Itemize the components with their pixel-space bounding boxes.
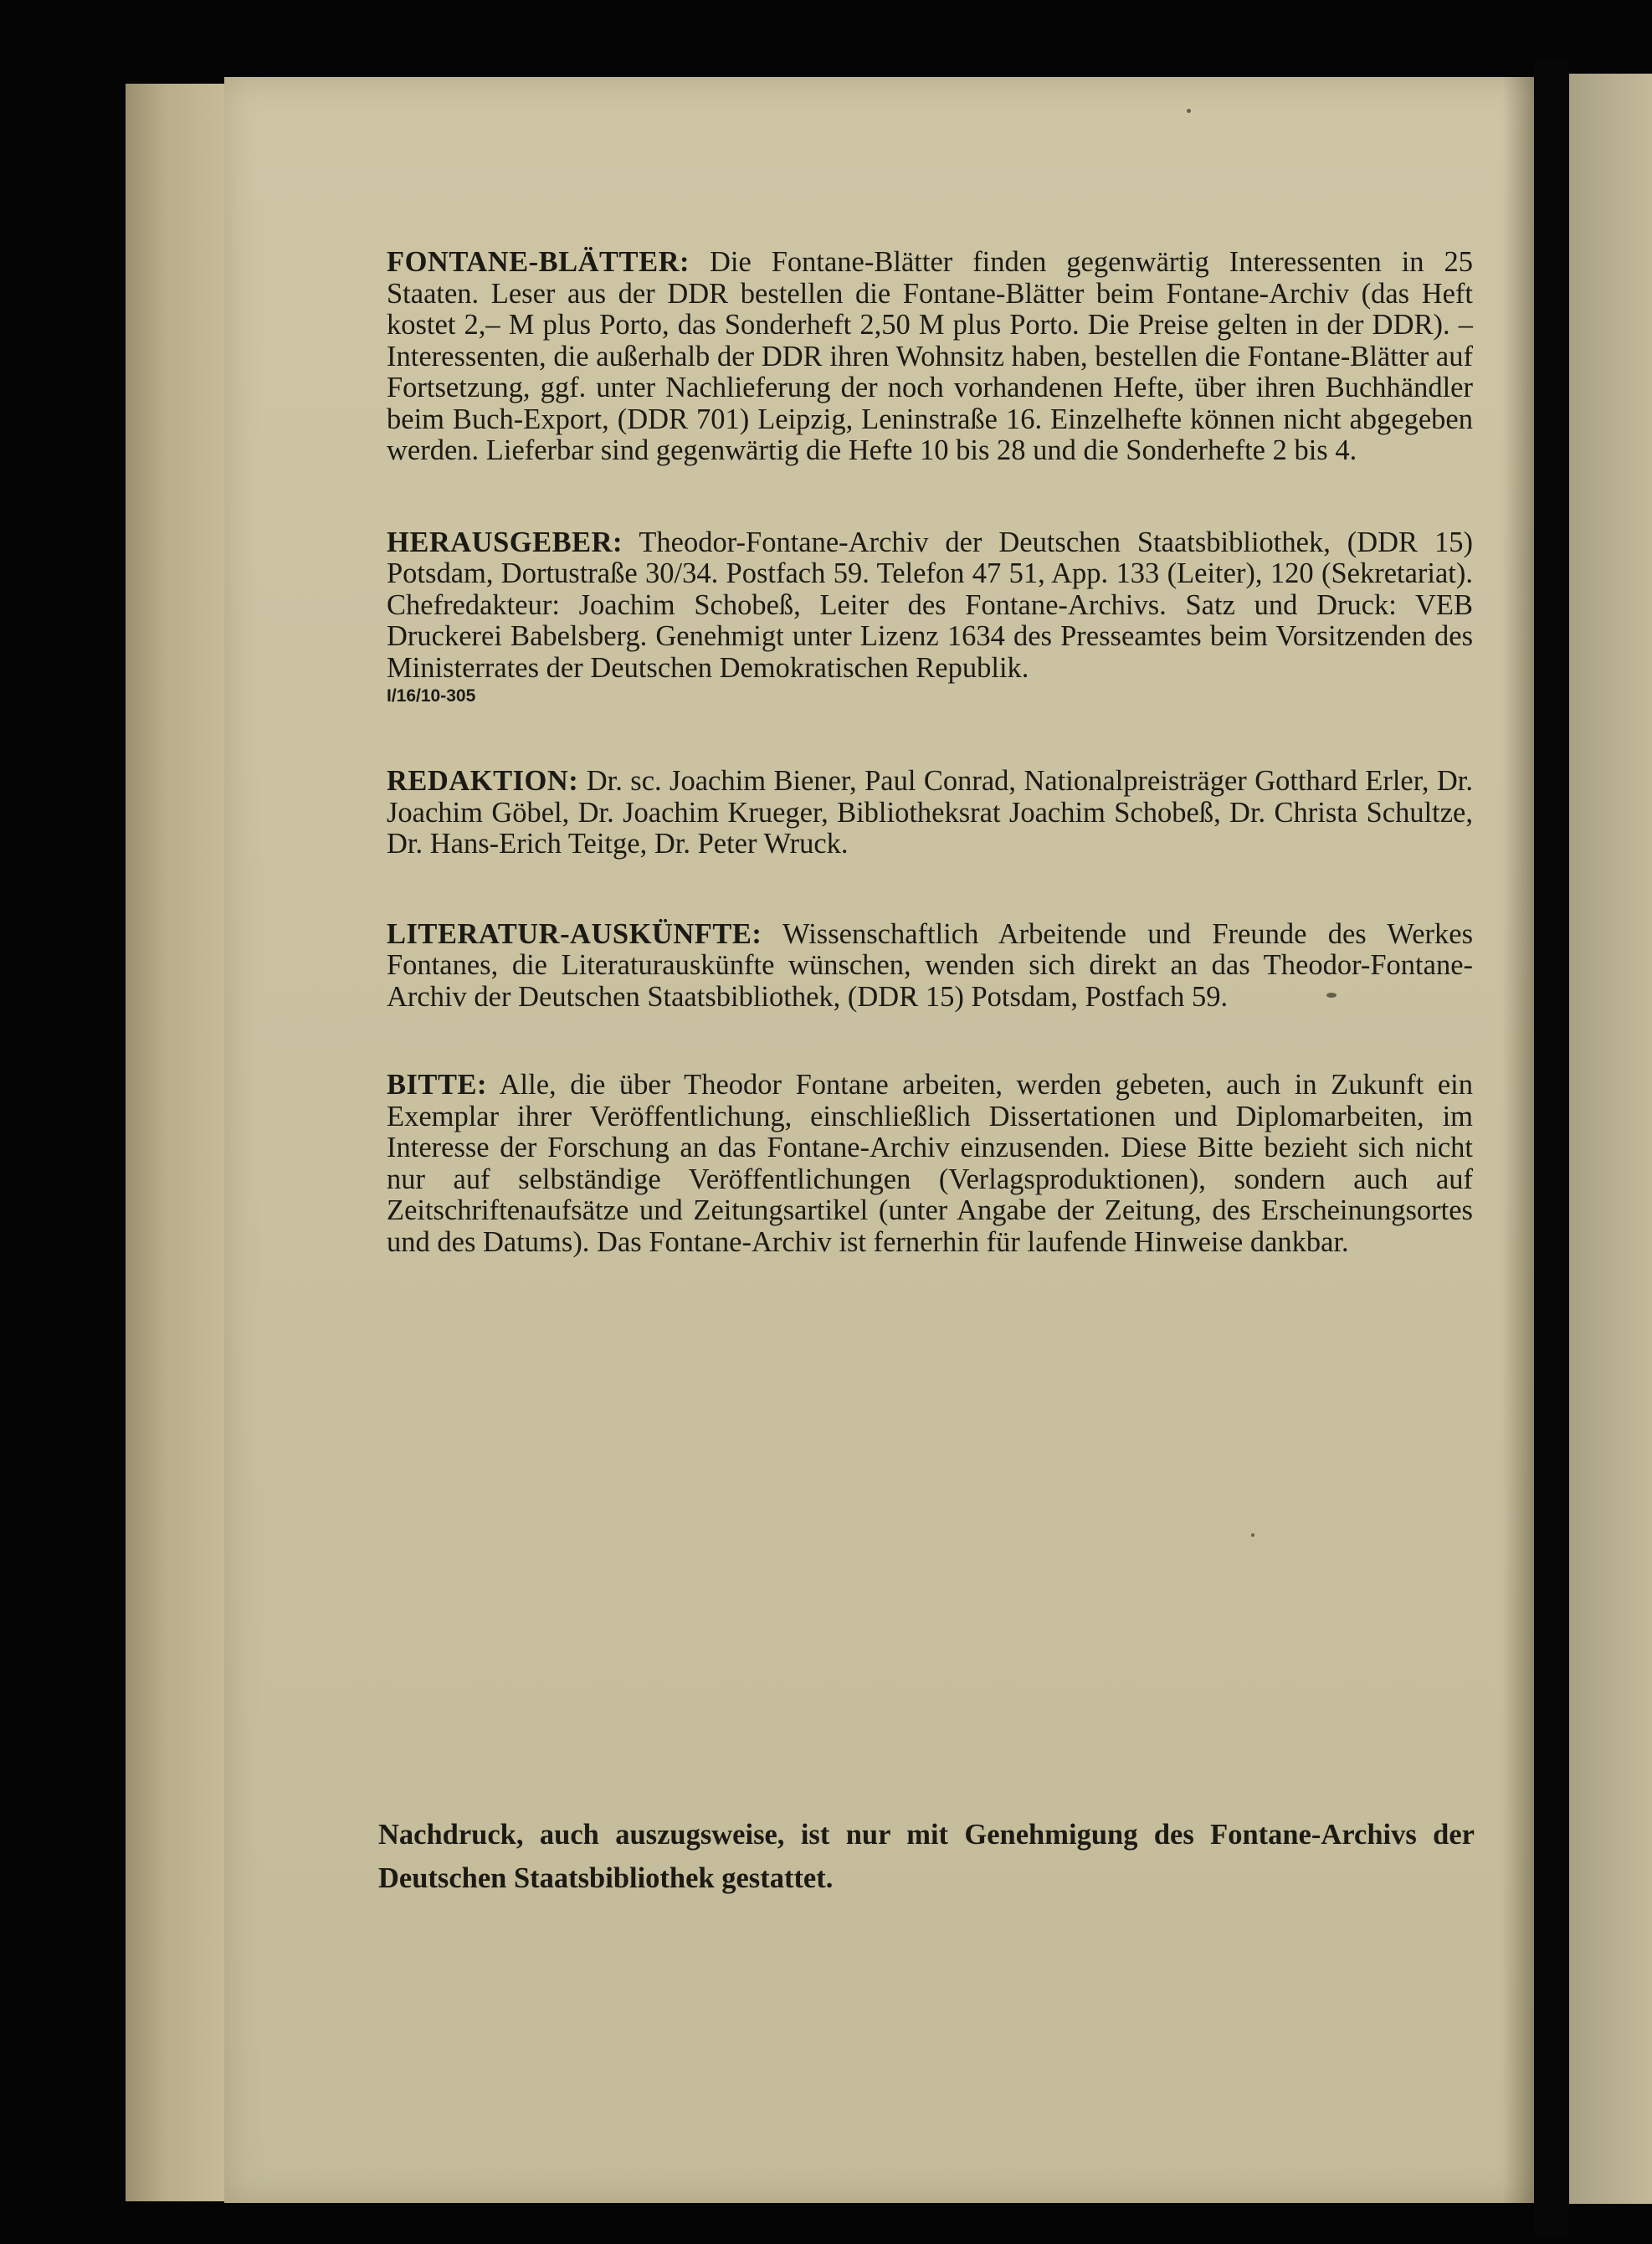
dust-speck: [1187, 109, 1191, 113]
facing-page-edge: [1569, 74, 1652, 2204]
reprint-notice: Nachdruck, auch auszugsweise, ist nur mit Genehmigung des Fontane-Archivs der Deutschen Staatsbibliothek gestattet.: [378, 1819, 1475, 1894]
dust-speck: [1251, 1533, 1254, 1537]
section-fontane-blaetter: [387, 247, 1473, 467]
license-code: I/16/10-305: [387, 686, 476, 706]
section-heading: FONTANE-BLÄTTER:: [387, 246, 690, 278]
section-heading: BITTE:: [387, 1069, 487, 1101]
spine-shadow: [1502, 77, 1536, 2203]
section-herausgeber: [387, 527, 1473, 685]
section-body: Dr. sc. Joachim Biener, Paul Conrad, Nationalpreisträger Gotthard Erler, Dr. Joachim Göbel, Dr. Joachim Krueger, Bibliotheksrat Joachim Schobeß, Dr. Christa Schultze, Dr. Hans-Erich Teitge, Dr. Peter Wruck.: [387, 765, 1473, 860]
book-gutter: [1534, 59, 1569, 2235]
section-body: Alle, die über Theodor Fontane arbeiten, werden gebeten, auch in Zukunft ein Exemplar ihrer Veröffentlichung, einschließlich Dissertationen und Diplomarbeiten, im Interesse der Forschung an das Fontane-Archiv einzusenden. Diese Bitte bezieht sich nicht nur auf selbständige Veröffentlichungen (Verlagsproduktionen), sondern auch auf Zeitschriftenaufsätze und Zeitungsartikel (unter Angabe der Zeitung, des Erscheinungsortes und des Datums). Das Fontane-Archiv ist fernerhin für laufende Hinweise dankbar.: [387, 1069, 1473, 1258]
imprint-content: [387, 247, 1473, 1258]
section-heading: HERAUSGEBER:: [387, 526, 623, 558]
section-body: Die Fontane-Blätter finden gegenwärtig Interessenten in 25 Staaten. Leser aus der DDR bestellen die Fontane-Blätter beim Fontane-Archiv (das Heft kostet 2,– M plus Porto, das Sonderheft 2,50 M plus Porto. Die Preise gelten in der DDR). – Interessenten, die außerhalb der DDR ihren Wohnsitz haben, bestellen die Fontane-Blätter auf Fortsetzung, ggf. unter Nachlieferung der noch vorhandenen Hefte, über ihren Buchhändler beim Buch-Export, (DDR 701) Leipzig, Leninstraße 16. Einzelhefte können nicht abgegeben werden. Lieferbar sind gegenwärtig die Hefte 10 bis 28 und die Sonderhefte 2 bis 4.: [387, 246, 1474, 466]
section-bitte: [387, 1070, 1473, 1258]
section-literatur-auskuenfte: [387, 919, 1473, 1014]
section-body: Wissenschaftlich Arbeitende und Freunde des Werkes Fontanes, die Literaturauskünfte wünschen, wenden sich direkt an das Theodor-Fontane-Archiv der Deutschen Staatsbibliothek, (DDR 15) Potsdam, Postfach 59.: [387, 917, 1473, 1013]
section-body: Theodor-Fontane-Archiv der Deutschen Staatsbibliothek, (DDR 15) Potsdam, Dortustraße 30/34. Postfach 59. Telefon 47 51, App. 133 (Leiter), 120 (Sekretariat). Chefredakteur: Joachim Schobeß, Leiter des Fontane-Archivs. Satz und Druck: VEB Druckerei Babelsberg. Genehmigt unter Lizenz 1634 des Presseamtes beim Vorsitzenden des Ministerrates der Deutschen Demokratischen Republik.: [387, 526, 1473, 684]
page-stack-edge: [126, 84, 226, 2201]
section-heading: REDAKTION:: [387, 765, 579, 797]
section-redaktion: [387, 766, 1473, 860]
section-heading: LITERATUR-AUSKÜNFTE:: [387, 917, 762, 950]
